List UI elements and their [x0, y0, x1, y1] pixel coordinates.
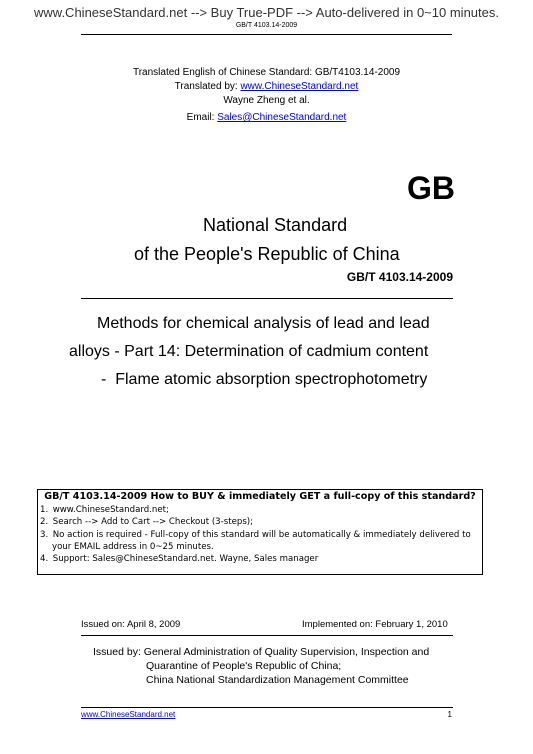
document-title-line3: - Flame atomic absorption spectrophotometry: [101, 371, 428, 388]
document-title-line1: Methods for chemical analysis of lead and lead: [97, 315, 430, 332]
list-item: 2. Search --> Add to Cart --> Checkout (3-steps);: [40, 517, 254, 528]
how-to-buy-box: [37, 489, 483, 575]
document-title-line2: alloys - Part 14: Determination of cadmium content: [69, 343, 429, 360]
national-standard-subtitle: of the People's Republic of China: [134, 244, 400, 264]
standard-code: GB/T 4103.14-2009: [346, 270, 453, 284]
translation-email: [0, 111, 533, 125]
email-label: Email:: [186, 112, 218, 123]
footer-link[interactable]: www.ChineseStandard.net: [81, 710, 176, 719]
translated-by-link[interactable]: www.ChineseStandard.net: [240, 81, 359, 92]
issued-by-line3: China National Standardization Management Committee: [146, 674, 409, 686]
list-item-continuation: your EMAIL address in 0~25 minutes.: [52, 541, 214, 552]
dates-rule: [81, 635, 453, 636]
translation-line: Translated English of Chinese Standard: GB/T4103.14-2009: [132, 67, 401, 78]
list-item: 4. Support: Sales@ChineseStandard.net. Wayne, Sales manager: [40, 554, 319, 565]
header-rule: [81, 34, 452, 35]
title-rule: [81, 298, 453, 299]
translator-name: Wayne Zheng et al.: [223, 95, 310, 106]
page-number: 1: [447, 710, 452, 719]
national-standard-title: National Standard: [203, 215, 348, 235]
header-banner: www.ChineseStandard.net --> Buy True-PDF --> Auto-delivered in 0~10 minutes.: [34, 5, 499, 20]
list-item: 3. No action is required - Full-copy of this standard will be automatically & immediately delivered to: [40, 529, 471, 540]
issued-date: Issued on: April 8, 2009: [81, 619, 181, 630]
issued-by-line2: Quarantine of People's Republic of China;: [146, 660, 342, 672]
gb-logo: GB: [407, 170, 455, 206]
implemented-date: Implemented on: February 1, 2010: [302, 619, 448, 630]
header-code: GB/T 4103.14-2009: [235, 22, 298, 29]
list-item: 1. www.ChineseStandard.net;: [40, 505, 169, 516]
how-to-buy-title: GB/T 4103.14-2009 How to BUY & immediately GET a full-copy of this standard?: [44, 491, 476, 502]
issued-by-line1: Issued by: General Administration of Quality Supervision, Inspection and: [93, 646, 430, 658]
translated-by: [0, 80, 533, 94]
email-link[interactable]: Sales@ChineseStandard.net: [217, 112, 347, 123]
translated-by-label: Translated by:: [174, 81, 241, 92]
footer-rule: [81, 707, 453, 708]
